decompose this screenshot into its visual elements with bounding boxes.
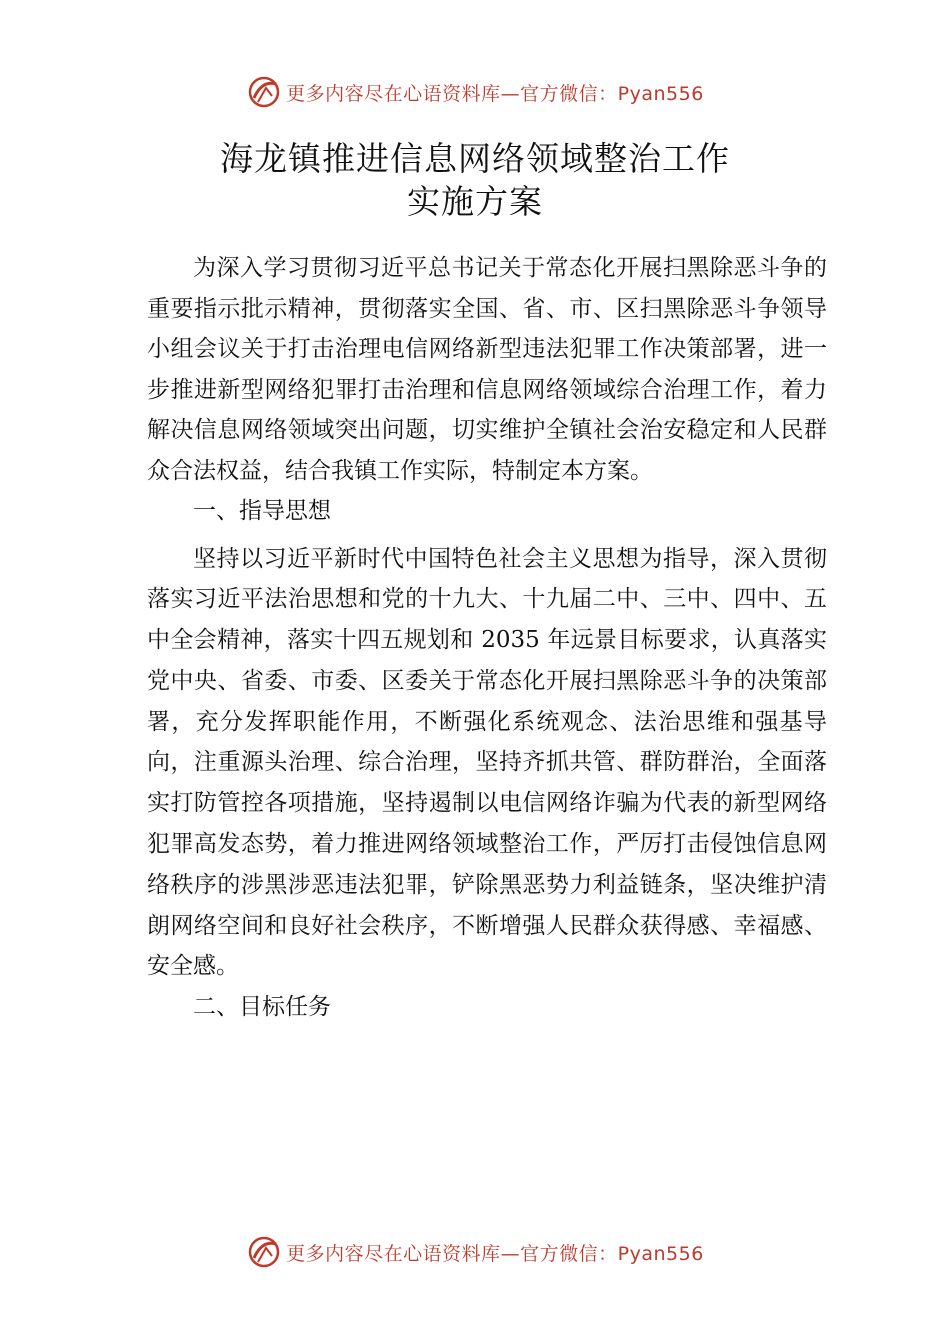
intro-paragraph: 为深入学习贯彻习近平总书记关于常态化开展扫黑除恶斗争的重要指示批示精神，贯彻落实全国、省、市、区扫黑除恶斗争领导小组会议关于打击治理电信网络新型违法犯罪工作决策部署，进一步推进新型网络犯罪打击治理和信息网络领域综合治理工作，着力解决信息网络领域突出问题，切实维护全镇社会治安稳定和人民群众合法权益，结合我镇工作实际，特制定本方案。 <box>147 255 827 484</box>
document-body <box>147 248 827 1028</box>
section1-heading: 一、指导思想 <box>193 498 331 524</box>
section1-paragraph: 坚持以习近平新时代中国特色社会主义思想为指导，深入贯彻落实习近平法治思想和党的十九大、十九届二中、三中、四中、五中全会精神，落实十四五规划和 2035 年远景目标要求，认真落实党中央、省委、市委、区委关于常态化开展扫黑除恶斗争的决策部署，充分发挥职能作用，不断强化系统观念、法治思维和强基导向，注重源头治理、综合治理，坚持齐抓共管、群防群治，全面落实打防管控各项措施，坚持遏制以电信网络诈骗为代表的新型网络犯罪高发态势，着力推进网络领域整治工作，严厉打击侵蚀信息网络秩序的涉黑涉恶违法犯罪，铲除黑恶势力利益链条，坚决维护清朗网络空间和良好社会秩序，不断增强人民群众获得感、幸福感、安全感。 <box>147 545 827 980</box>
brand-logo-icon <box>246 1234 282 1270</box>
banner-text: 更多内容尽在心语资料库—官方微信：Pyan556 <box>286 82 704 105</box>
section2-heading: 二、目标任务 <box>193 994 331 1021</box>
document-title-line2: 实施方案 <box>407 182 543 221</box>
brand-logo-icon <box>246 74 282 110</box>
banner-text: 更多内容尽在心语资料库—官方微信：Pyan556 <box>286 1242 704 1265</box>
footer-watermark-banner <box>0 1232 950 1272</box>
document-title-line1: 海龙镇推进信息网络领域整治工作 <box>220 139 730 178</box>
header-watermark-banner <box>0 72 950 112</box>
